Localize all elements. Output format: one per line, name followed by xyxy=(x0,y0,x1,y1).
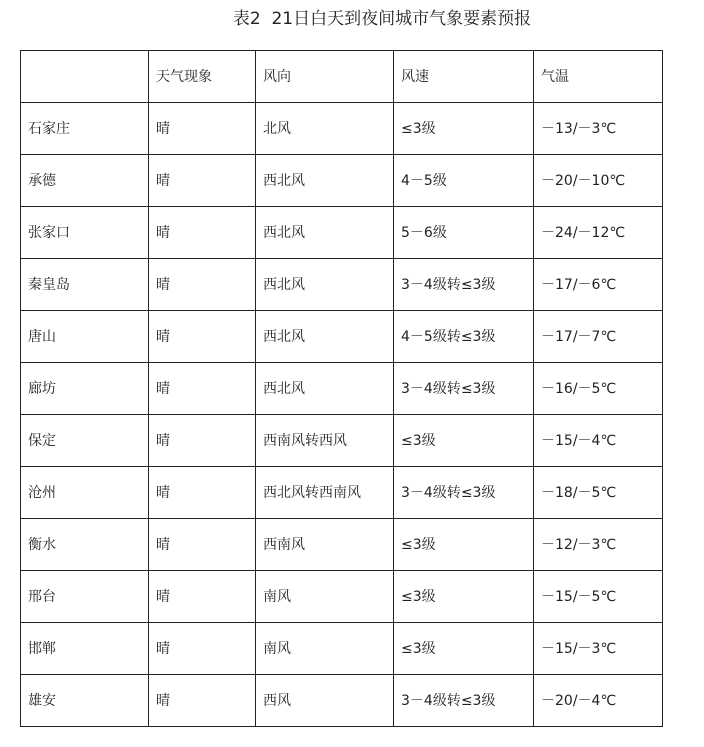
wind-direction-cell: 西风 xyxy=(256,675,394,727)
table-row xyxy=(21,623,663,675)
wind-speed-cell: 4－5级转≤3级 xyxy=(394,311,534,363)
weather-cell: 晴 xyxy=(149,467,256,519)
wind-speed-cell: ≤3级 xyxy=(394,415,534,467)
weather-cell: 晴 xyxy=(149,363,256,415)
weather-cell: 晴 xyxy=(149,207,256,259)
weather-cell: 晴 xyxy=(149,415,256,467)
city-cell: 张家口 xyxy=(21,207,149,259)
table-row xyxy=(21,415,663,467)
weather-cell: 晴 xyxy=(149,675,256,727)
table-header-row xyxy=(21,51,663,103)
wind-direction-cell: 西北风转西南风 xyxy=(256,467,394,519)
city-cell: 衡水 xyxy=(21,519,149,571)
weather-cell: 晴 xyxy=(149,155,256,207)
wind-speed-cell: ≤3级 xyxy=(394,103,534,155)
header-wind-speed: 风速 xyxy=(394,51,534,103)
wind-direction-cell: 南风 xyxy=(256,571,394,623)
weather-cell: 晴 xyxy=(149,311,256,363)
temperature-cell: －15/－5℃ xyxy=(534,571,663,623)
table-title: 表2 21日白天到夜间城市气象要素预报 xyxy=(232,9,532,29)
weather-cell: 晴 xyxy=(149,259,256,311)
temperature-cell: －17/－6℃ xyxy=(534,259,663,311)
temperature-cell: －20/－4℃ xyxy=(534,675,663,727)
table-row xyxy=(21,207,663,259)
city-cell: 唐山 xyxy=(21,311,149,363)
header-temperature: 气温 xyxy=(534,51,663,103)
wind-direction-cell: 西北风 xyxy=(256,363,394,415)
wind-direction-cell: 西北风 xyxy=(256,311,394,363)
wind-direction-cell: 北风 xyxy=(256,103,394,155)
city-cell: 秦皇岛 xyxy=(21,259,149,311)
temperature-cell: －13/－3℃ xyxy=(534,103,663,155)
temperature-cell: －18/－5℃ xyxy=(534,467,663,519)
city-cell: 廊坊 xyxy=(21,363,149,415)
wind-speed-cell: 3－4级转≤3级 xyxy=(394,675,534,727)
table-row xyxy=(21,155,663,207)
wind-speed-cell: ≤3级 xyxy=(394,571,534,623)
city-cell: 保定 xyxy=(21,415,149,467)
temperature-cell: －24/－12℃ xyxy=(534,207,663,259)
temperature-cell: －17/－7℃ xyxy=(534,311,663,363)
wind-speed-cell: ≤3级 xyxy=(394,623,534,675)
header-wind-direction: 风向 xyxy=(256,51,394,103)
wind-direction-cell: 西南风 xyxy=(256,519,394,571)
table-row xyxy=(21,103,663,155)
city-cell: 石家庄 xyxy=(21,103,149,155)
table-row xyxy=(21,675,663,727)
wind-direction-cell: 西南风转西风 xyxy=(256,415,394,467)
wind-speed-cell: ≤3级 xyxy=(394,519,534,571)
weather-cell: 晴 xyxy=(149,571,256,623)
wind-direction-cell: 西北风 xyxy=(256,155,394,207)
table-body xyxy=(21,51,663,727)
city-cell: 雄安 xyxy=(21,675,149,727)
forecast-table xyxy=(20,50,663,727)
table-row xyxy=(21,519,663,571)
wind-direction-cell: 南风 xyxy=(256,623,394,675)
weather-cell: 晴 xyxy=(149,103,256,155)
wind-speed-cell: 3－4级转≤3级 xyxy=(394,467,534,519)
temperature-cell: －20/－10℃ xyxy=(534,155,663,207)
table-row xyxy=(21,571,663,623)
weather-cell: 晴 xyxy=(149,623,256,675)
wind-direction-cell: 西北风 xyxy=(256,207,394,259)
weather-cell: 晴 xyxy=(149,519,256,571)
wind-speed-cell: 3－4级转≤3级 xyxy=(394,363,534,415)
wind-speed-cell: 4－5级 xyxy=(394,155,534,207)
table-row xyxy=(21,259,663,311)
city-cell: 邯郸 xyxy=(21,623,149,675)
table-row xyxy=(21,311,663,363)
city-cell: 承德 xyxy=(21,155,149,207)
temperature-cell: －15/－3℃ xyxy=(534,623,663,675)
city-cell: 沧州 xyxy=(21,467,149,519)
table-row xyxy=(21,363,663,415)
header-weather: 天气现象 xyxy=(149,51,256,103)
wind-speed-cell: 3－4级转≤3级 xyxy=(394,259,534,311)
temperature-cell: －16/－5℃ xyxy=(534,363,663,415)
wind-speed-cell: 5－6级 xyxy=(394,207,534,259)
temperature-cell: －15/－4℃ xyxy=(534,415,663,467)
table-row xyxy=(21,467,663,519)
header-city xyxy=(21,51,149,103)
temperature-cell: －12/－3℃ xyxy=(534,519,663,571)
city-cell: 邢台 xyxy=(21,571,149,623)
wind-direction-cell: 西北风 xyxy=(256,259,394,311)
